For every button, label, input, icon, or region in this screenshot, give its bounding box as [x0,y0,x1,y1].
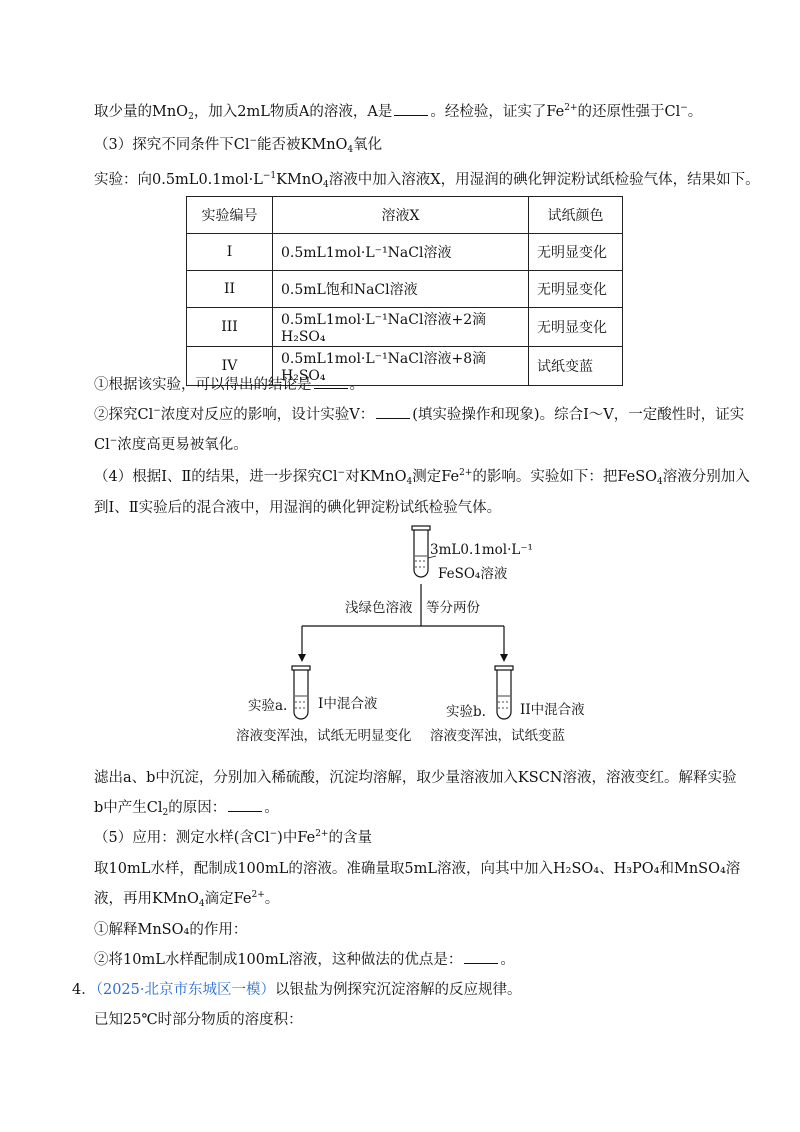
test-tube-icon [412,526,430,577]
reagent-label: FeSO₄溶液 [438,566,508,582]
answer-blank[interactable] [394,103,428,116]
table-cell: 0.5mL1mol·L⁻¹NaCl溶液+8滴H₂SO₄ [273,347,529,386]
paragraph-cl2: b中产生$Cl_2$的原因： 。 [94,800,279,818]
section-5-heading: （5）应用：测定水样(含Cl−)中$Fe^{2+}$的含量 [94,829,372,846]
test-tube-icon [495,666,513,719]
test-tube-icon [292,666,310,719]
experiment-intro: 实验：向$0.5mL0.1mol\cdot L^{-1}KMnO_4$溶液中加入溶液X，用湿润的碘化钾淀粉试纸检验气体，结果如下。 [94,171,760,190]
experiment-a-result: 溶液变浑浊，试纸无明显变化 [236,728,412,744]
table-cell: 无明显变化 [529,308,623,347]
table-cell: 试纸变蓝 [529,347,623,386]
question-mnso4: ①解释MnSO₄的作用： [94,922,248,938]
table-cell: I [187,234,273,271]
table-cell: 0.5mL1mol·L⁻¹NaCl溶液+2滴H₂SO₄ [273,308,529,347]
split-label-left: 浅绿色溶液 [345,600,413,616]
question-2-cont: Cl−浓度高更易被氧化。 [94,436,248,453]
experiment-b-solution: II中混合液 [520,702,585,718]
experiment-diagram [0,520,800,760]
experiment-table [186,196,623,386]
paragraph-ksp: 已知25℃时部分物质的溶度积： [94,1012,303,1028]
answer-blank[interactable] [376,406,410,419]
table-header: 溶液X [273,197,529,234]
question-advantage: ②将10mL水样配制成100mL溶液，这种做法的优点是： 。 [94,952,515,968]
answer-blank[interactable] [228,799,262,812]
paragraph-titrate: 液，再用KMnO$_4$滴定$Fe^{2+}$。 [94,890,280,909]
reagent-label: 3mL0.1mol·L⁻¹ [430,542,533,558]
experiment-b-label: 实验b. [446,704,486,720]
experiment-b-result: 溶液变浑浊，试纸变蓝 [430,728,565,744]
paragraph-mno2: 取少量的MnO$_2$，加入2mL物质A的溶液，A是 。经检验，证实了$Fe^{2+}$的还原性强于Cl−。 [94,103,703,122]
table-header-row [187,197,623,234]
table-cell: 0.5mL饱和NaCl溶液 [273,271,529,308]
experiment-a-label: 实验a. [248,698,288,714]
paragraph-sample: 取10mL水样，配制成100mL的溶液。准确量取5mL溶液，向其中加入H₂SO₄、H₃PO₄和MnSO₄溶 [94,861,741,877]
table-header: 实验编号 [187,197,273,234]
section-3-heading: （3）探究不同条件下Cl−能否被KMnO$_4$氧化 [94,136,383,155]
table-row [187,308,623,347]
table-cell: 0.5mL1mol·L⁻¹NaCl溶液 [273,234,529,271]
experiment-a-solution: I中混合液 [318,696,378,712]
section-4-heading: （4）根据Ⅰ、Ⅱ的结果，进一步探究Cl−对KMnO$_4$测定$Fe^{2+}$的影响。实验如下：把FeSO$_4$溶液分别加入 [94,468,750,487]
table-header: 试纸颜色 [529,197,623,234]
table-cell: III [187,308,273,347]
source-link[interactable]: （2025·北京市东城区一模） [95,982,275,998]
table-cell: 无明显变化 [529,271,623,308]
table-row [187,271,623,308]
split-label-right: 等分两份 [426,600,480,616]
answer-blank[interactable] [314,376,348,389]
answer-blank[interactable] [464,951,498,964]
question-2: ②探究Cl−浓度对反应的影响，设计实验V： (填实验操作和现象)。综合Ⅰ～Ⅴ，一定酸性时，证实 [94,406,745,423]
section-4-cont: 到Ⅰ、Ⅱ实验后的混合液中，用湿润的碘化钾淀粉试纸检验气体。 [94,500,502,516]
table-row [187,234,623,271]
question-4: 4．（2025·北京市东城区一模）以银盐为例探究沉淀溶解的反应规律。 [72,982,522,998]
question-1: ①根据该实验，可以得出的结论是 。 [94,377,364,393]
paragraph-kscn: 滤出a、b中沉淀，分别加入稀硫酸，沉淀均溶解，取少量溶液加入KSCN溶液，溶液变红。解释实验 [94,770,737,786]
table-cell: IV [187,347,273,386]
table-cell: 无明显变化 [529,234,623,271]
table-cell: II [187,271,273,308]
